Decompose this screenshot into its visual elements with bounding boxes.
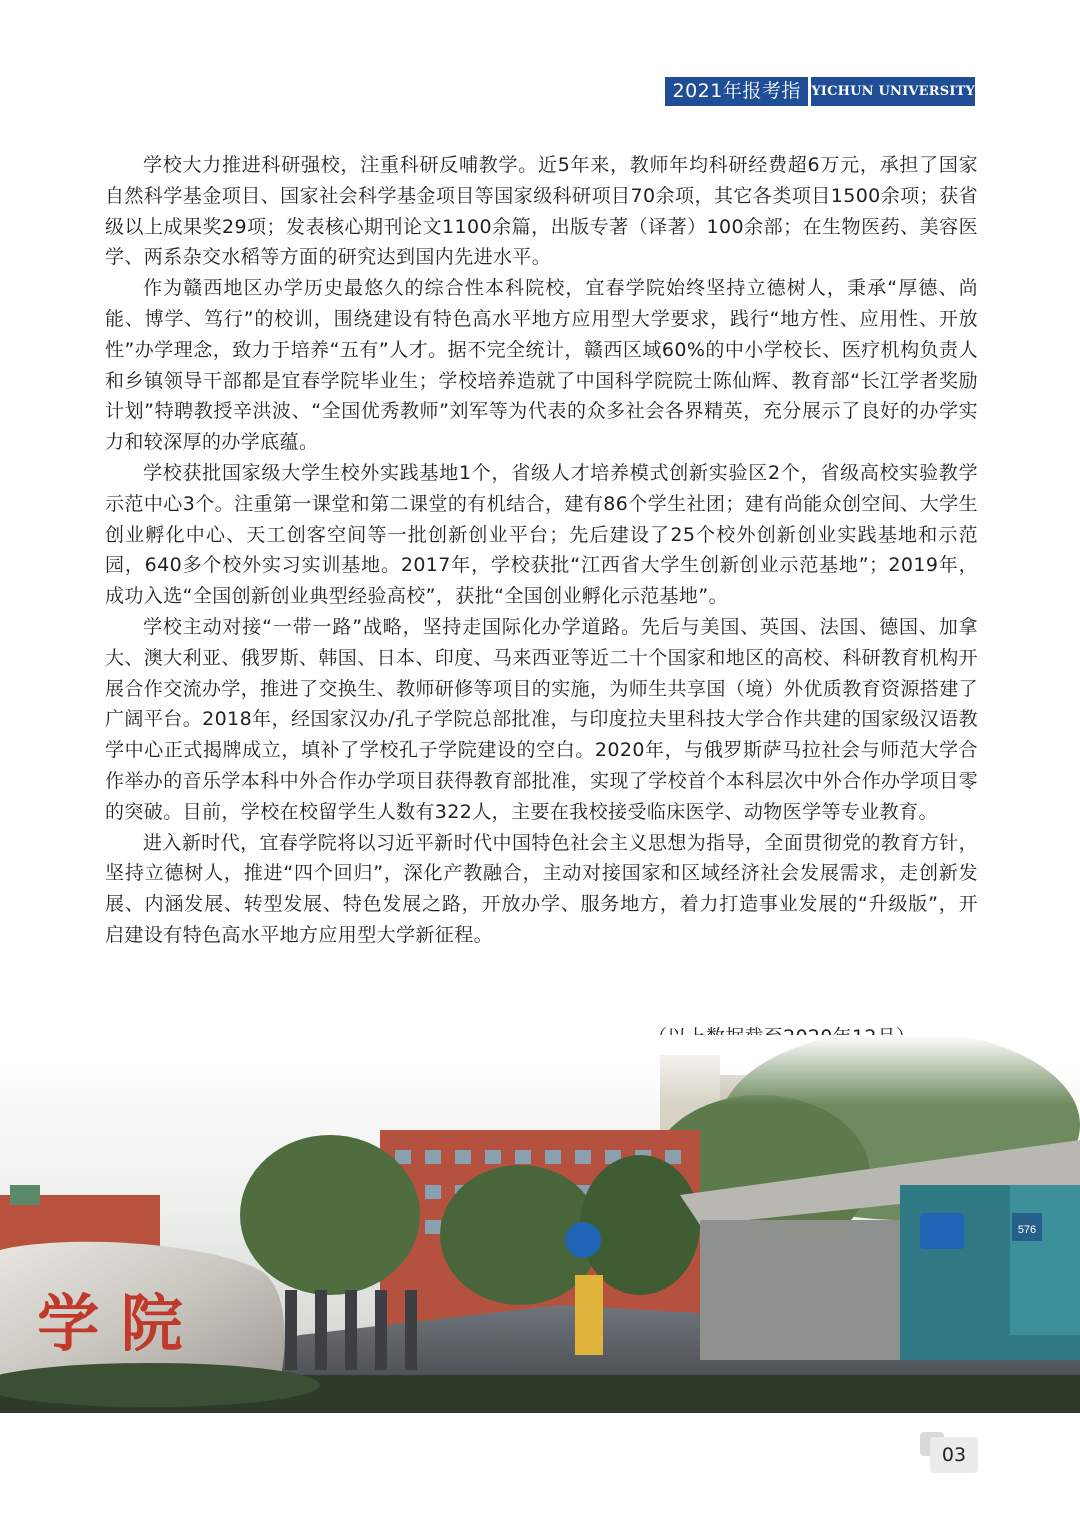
paragraph-research: 学校大力推进科研强校，注重科研反哺教学。近5年来，教师年均科研经费超6万元，承担了国家自然科学基金项目、国家社会科学基金项目等国家级科研项目70余项，其它各类项目1500余项；获省级以上成果奖29项；发表核心期刊论文1100余篇，出版专著（译著）100余部；在生物医药、美容医学、两系杂交水稻等方面的研究达到国内先进水平。 — [105, 154, 978, 269]
stone-inscription: 学 院 — [37, 1287, 183, 1360]
building-number-sign: 576 — [1017, 1224, 1037, 1236]
page-number: 03 — [930, 1437, 978, 1473]
paragraph-practice: 学校获批国家级大学生校外实践基地1个，省级人才培养模式创新实验区2个，省级高校实验教学示范中心3个。注重第一课堂和第二课堂的有机结合，建有86个学生社团；建有尚能众创空间、大学生创业孵化中心、天工创客空间等一批创新创业平台；先后建设了25个校外创新创业实践基地和示范园，640多个校外实习实训基地。2017年，学校获批“江西省大学生创新创业示范基地”；2019年，成功入选“全国创新创业典型经验高校”，获批“全国创业孵化示范基地”。 — [105, 461, 978, 608]
article-body — [105, 150, 978, 951]
paragraph-new-era: 进入新时代，宜春学院将以习近平新时代中国特色社会主义思想为指导，全面贯彻党的教育方针，坚持立德树人，推进“四个回归”，深化产教融合，主动对接国家和区域经济社会发展需求，走创新发展、内涵发展、转型发展、特色发展之路，开放办学、服务地方，着力打造事业发展的“升级版”，开启建设有特色高水平地方应用型大学新征程。 — [105, 831, 978, 946]
paragraph-international: 学校主动对接“一带一路”战略，坚持走国际化办学道路。先后与美国、英国、法国、德国、加拿大、澳大利亚、俄罗斯、韩国、日本、印度、马来西亚等近二十个国家和地区的高校、科研教育机构开展合作交流办学，推进了交换生、教师研修等项目的实施，为师生共享国（境）外优质教育资源搭建了广阔平台。2018年，经国家汉办/孔子学院总部批准，与印度拉夫里科技大学合作共建的国家级汉语教学中心正式揭牌成立，填补了学校孔子学院建设的空白。2020年，与俄罗斯萨马拉社会与师范大学合作举办的音乐学本科中外合作办学项目获得教育部批准，实现了学校首个本科层次中外合作办学项目零的突破。目前，学校在校留学生人数有322人，主要在我校接受临床医学、动物医学等专业教育。 — [105, 615, 979, 823]
campus-gate-photo — [0, 1035, 1080, 1413]
page-header — [665, 77, 975, 131]
paragraph-history: 作为赣西地区办学历史最悠久的综合性本科院校，宜春学院始终坚持立德树人，秉承“厚德、尚能、博学、笃行”的校训，围绕建设有特色高水平地方应用型大学要求，践行“地方性、应用性、开放性”办学理念，致力于培养“五有”人才。据不完全统计，赣西区域60%的中小学校长、医疗机构负责人和乡镇领导干部都是宜春学院毕业生；学校培养造就了中国科学院院士陈仙辉、教育部“长江学者奖励计划”特聘教授辛洪波、“全国优秀教师”刘军等为代表的众多社会各界精英，充分展示了良好的办学实力和较深厚的办学底蕴。 — [105, 277, 978, 454]
guide-title: 2021年报考指南 — [665, 77, 808, 106]
university-name: YICHUN UNIVERSITY — [808, 77, 975, 106]
